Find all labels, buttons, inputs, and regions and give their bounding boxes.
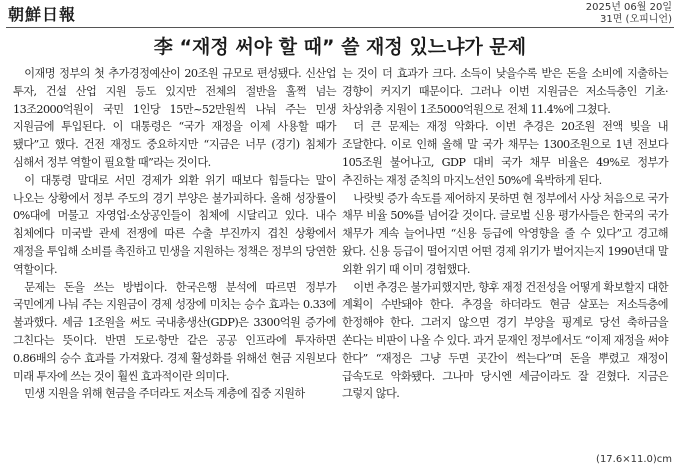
header-divider xyxy=(6,27,674,28)
paragraph: 더 큰 문제는 재정 악화다. 이번 추경은 20조원 전액 빚을 내 조달한다. 이로 인해 올해 말 국가 채무는 1300조원으로 1년 전보다 105조원 불어나고, GDP 대비 국가 채무 비율은 49%로 정부가 추진하는 재정 준칙의 마지노선인 50%에 육박하게 된다. xyxy=(342,120,668,187)
editorial-headline: 李 “재정 써야 할 때” 쓸 재정 있느냐가 문제 xyxy=(153,36,527,58)
paragraph: 문제는 돈을 쓰는 방법이다. 한국은행 분석에 따르면 정부가 국민에게 나눠 주는 지원금이 경제 성장에 미치는 승수 효과는 0.33에 불과했다. 세금 1조원을 써도 국내총생산(GDP)은 3300억원 증가에 그친다는 뜻이다. 반면 도로·항만 같은 공공 인프라에 투자하면 0.86배의 승수 효과를 가져왔다. 경제 활성화를 위해선 현금 지원보다 미래 투자에 쓰는 것이 훨씬 효과적이란 의미다. xyxy=(13,280,336,383)
newspaper-masthead: 朝鮮日報 xyxy=(8,5,77,24)
publication-date: 2025년 06월 20일 xyxy=(585,2,672,13)
paragraph: 민생 지원을 위해 현금을 주더라도 저소득 계층에 집중 지원하 xyxy=(24,387,305,401)
paragraph: 이재명 정부의 첫 추가경정예산이 20조원 규모로 편성됐다. 신산업 투자, 건설 산업 지원 등도 있지만 전체의 절반을 훌쩍 넘는 13조2000억원이 국민 1인당 15만~52만원씩 나눠 주는 민생 지원금에 투입된다. 이 대통령은 “국가 재정을 이제 사용할 때가 됐다”고 했다. 건전 재정도 중요하지만 “지금은 너무 (경기) 침체가 심해서 정부 역할이 필요할 때”라는 것이다. xyxy=(13,67,336,169)
paragraph: 이 대통령 말대로 서민 경제가 외환 위기 때보다 힘들다는 말이 나오는 상황에서 정부 주도의 경기 부양은 불가피하다. 올해 성장률이 0%대에 머물고 자영업·소상공인들이 침체에 시달리고 있다. 내수 침체에다 미국발 관세 전쟁에 따른 수출 부진까지 겹친 상황에서 재정을 투입해 소비를 촉진하고 민생을 지원하는 정책은 정부의 당연한 역할이다. xyxy=(13,173,336,276)
article-column-right xyxy=(342,65,668,403)
page-section: 31면 (오피니언) xyxy=(599,14,672,25)
article-column-left xyxy=(13,65,336,403)
paragraph: 이번 추경은 불가피했지만, 향후 재정 건전성을 어떻게 확보할지 대한 계획이 수반돼야 한다. 추경을 하더라도 현금 살포는 저소득층에 한정해야 한다. 그러지 않으면 경기 부양을 핑계로 당선 축하금을 쏜다는 비판이 나올 수 있다. 과거 문재인 정부에서도 “이제 재정을 써야 한다” “재정은 그냥 두면 곳간이 썩는다”며 돈을 뿌렸고 재정이 급속도로 악화됐다. 그나마 당시엔 세금이라도 잘 걷혔다. 지금은 그렇지 않다. xyxy=(342,280,668,401)
paragraph: 나랏빚 증가 속도를 제어하지 못하면 현 정부에서 사상 처음으로 국가 채무 비율 50%를 넘어갈 것이다. 글로벌 신용 평가사들은 한국의 국가 채무가 계속 늘어나면 “신용 등급에 악영향을 줄 수 있다”고 경고해 왔다. 신용 등급이 떨어지면 어떤 경제 위기가 벌어지는지 1990년대 말 외환 위기 때 이미 경험했다. xyxy=(342,191,668,276)
paragraph-continued: 는 것이 더 효과가 크다. 소득이 낮을수록 받은 돈을 소비에 지출하는 경향이 커지기 때문이다. 그러나 이번 지원금은 저소득층인 기초·차상위층 지원이 1조5000억원으로 전체 11.4%에 그쳤다. xyxy=(342,67,668,116)
dateline xyxy=(586,2,672,26)
clipping-size: (17.6×11.0)cm xyxy=(596,454,672,465)
